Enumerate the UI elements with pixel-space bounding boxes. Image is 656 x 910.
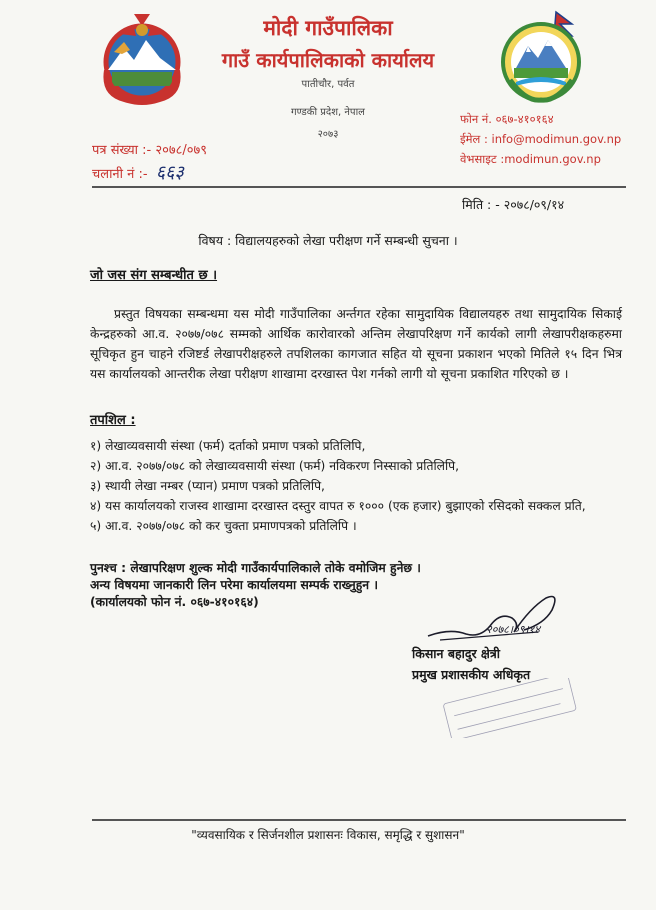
subject-line: विषय : विद्यालयहरुको लेखा परीक्षण गर्ने सम्बन्धी सुचना । (198, 233, 458, 248)
list-item: २) आ.व. २०७७/०७८ को लेखाव्यवसायी संस्था (फर्म) नविकरण निस्साको प्रतिलिपि, (90, 459, 460, 473)
address-line-3: २०७३ (317, 129, 339, 140)
handwritten-signature-icon (420, 588, 570, 648)
dispatch-number-label: चलानी नं :- (92, 167, 148, 182)
header-divider (92, 186, 626, 188)
phone-number: फोन नं. ०६७-४१०१६४ (460, 112, 554, 126)
office-name: गाउँ कार्यपालिकाको कार्यालय (221, 48, 435, 72)
dispatch-number-value: ६६३ (155, 162, 184, 183)
list-item: ४) यस कार्यालयको राजस्व शाखामा दरखास्त दस्तुर वापत रु १००० (एक हजार) बुझाएको रसिदको सक्कल प्रति, (90, 499, 586, 513)
address-line-1: पातीचौर, पर्वत (301, 79, 355, 90)
footer-divider (92, 819, 626, 821)
email-address: ईमेल : info@modimun.gov.np (460, 132, 622, 146)
body-paragraph: प्रस्तुत विषयका सम्बन्धमा यस मोदी गाउँपालिका अर्न्तगत रहेका सामुदायिक विद्यालयहरु तथा सामुदायिक सिकाई केन्द्रहरुको आ.व. २०७७/०७८ सम्मको आर्थिक कारोवारको अन्तिम लेखापरिक्षण गर्ने कार्यको लागी लेखापरीक्षकहरुमा सूचिकृत हुन चाहने रजिष्टर्ड लेखापरीक्षहरुले तपशिलका कागजात सहित यो सूचना प्रकाशन भएको मितिले १५ दिन भित्र यस कार्यालयको आन्तरीक लेखा परीक्षण शाखामा दरखास्त पेश गर्नको लागी यो सूचना प्रकाशित गरिएको छ । (90, 307, 622, 381)
list-item: ५) आ.व. २०७७/०७८ को कर चुक्ता प्रमाणपत्रको प्रतिलिपि । (90, 519, 357, 533)
details-heading: तपशिल : (90, 413, 136, 428)
list-item: ३) स्थायी लेखा नम्बर (प्यान) प्रमाण पत्रको प्रतिलिपि, (90, 479, 325, 493)
letter-date: मिति : - २०७८/०९/१४ (462, 197, 565, 212)
letter-number: पत्र संख्या :- २०७८/०७९ (92, 143, 208, 158)
postscript (90, 560, 421, 611)
list-item: १) लेखाव्यवसायी संस्था (फर्म) दर्ताको प्रमाण पत्रको प्रतिलिपि, (90, 439, 366, 453)
details-list (90, 436, 622, 536)
signature-date: २०७८।०९।१४ (486, 623, 541, 636)
signatory-name: किसान बहादुर क्षेत्री (412, 646, 501, 661)
salutation: जो जस संग सम्बन्धीत छ । (90, 268, 218, 283)
postscript-line-2: अन्य विषयमा जानकारी लिन परेमा कार्यालयमा सम्पर्क राख्नुहुन । (90, 578, 379, 592)
address-line-2: गण्डकी प्रदेश, नेपाल (291, 107, 365, 118)
municipality-name: मोदी गाउँपालिका (263, 16, 393, 40)
footer-motto: "व्यवसायिक र सिर्जनशील प्रशासनः विकास, समृद्धि र सुशासन" (191, 828, 465, 842)
website-address: वेभसाइट :modimun.gov.np (460, 152, 601, 166)
postscript-line-1: पुनश्च : लेखापरिक्षण शुल्क मोदी गाउँकार्यपालिकाले तोके वमोजिम हुनेछ । (90, 561, 421, 575)
postscript-line-3: (कार्यालयको फोन नं. ०६७-४१०१६४) (90, 595, 259, 609)
official-stamp-icon (440, 678, 580, 738)
dispatch-number (92, 160, 184, 184)
signatory-title: प्रमुख प्रशासकीय अधिकृत (412, 667, 531, 682)
